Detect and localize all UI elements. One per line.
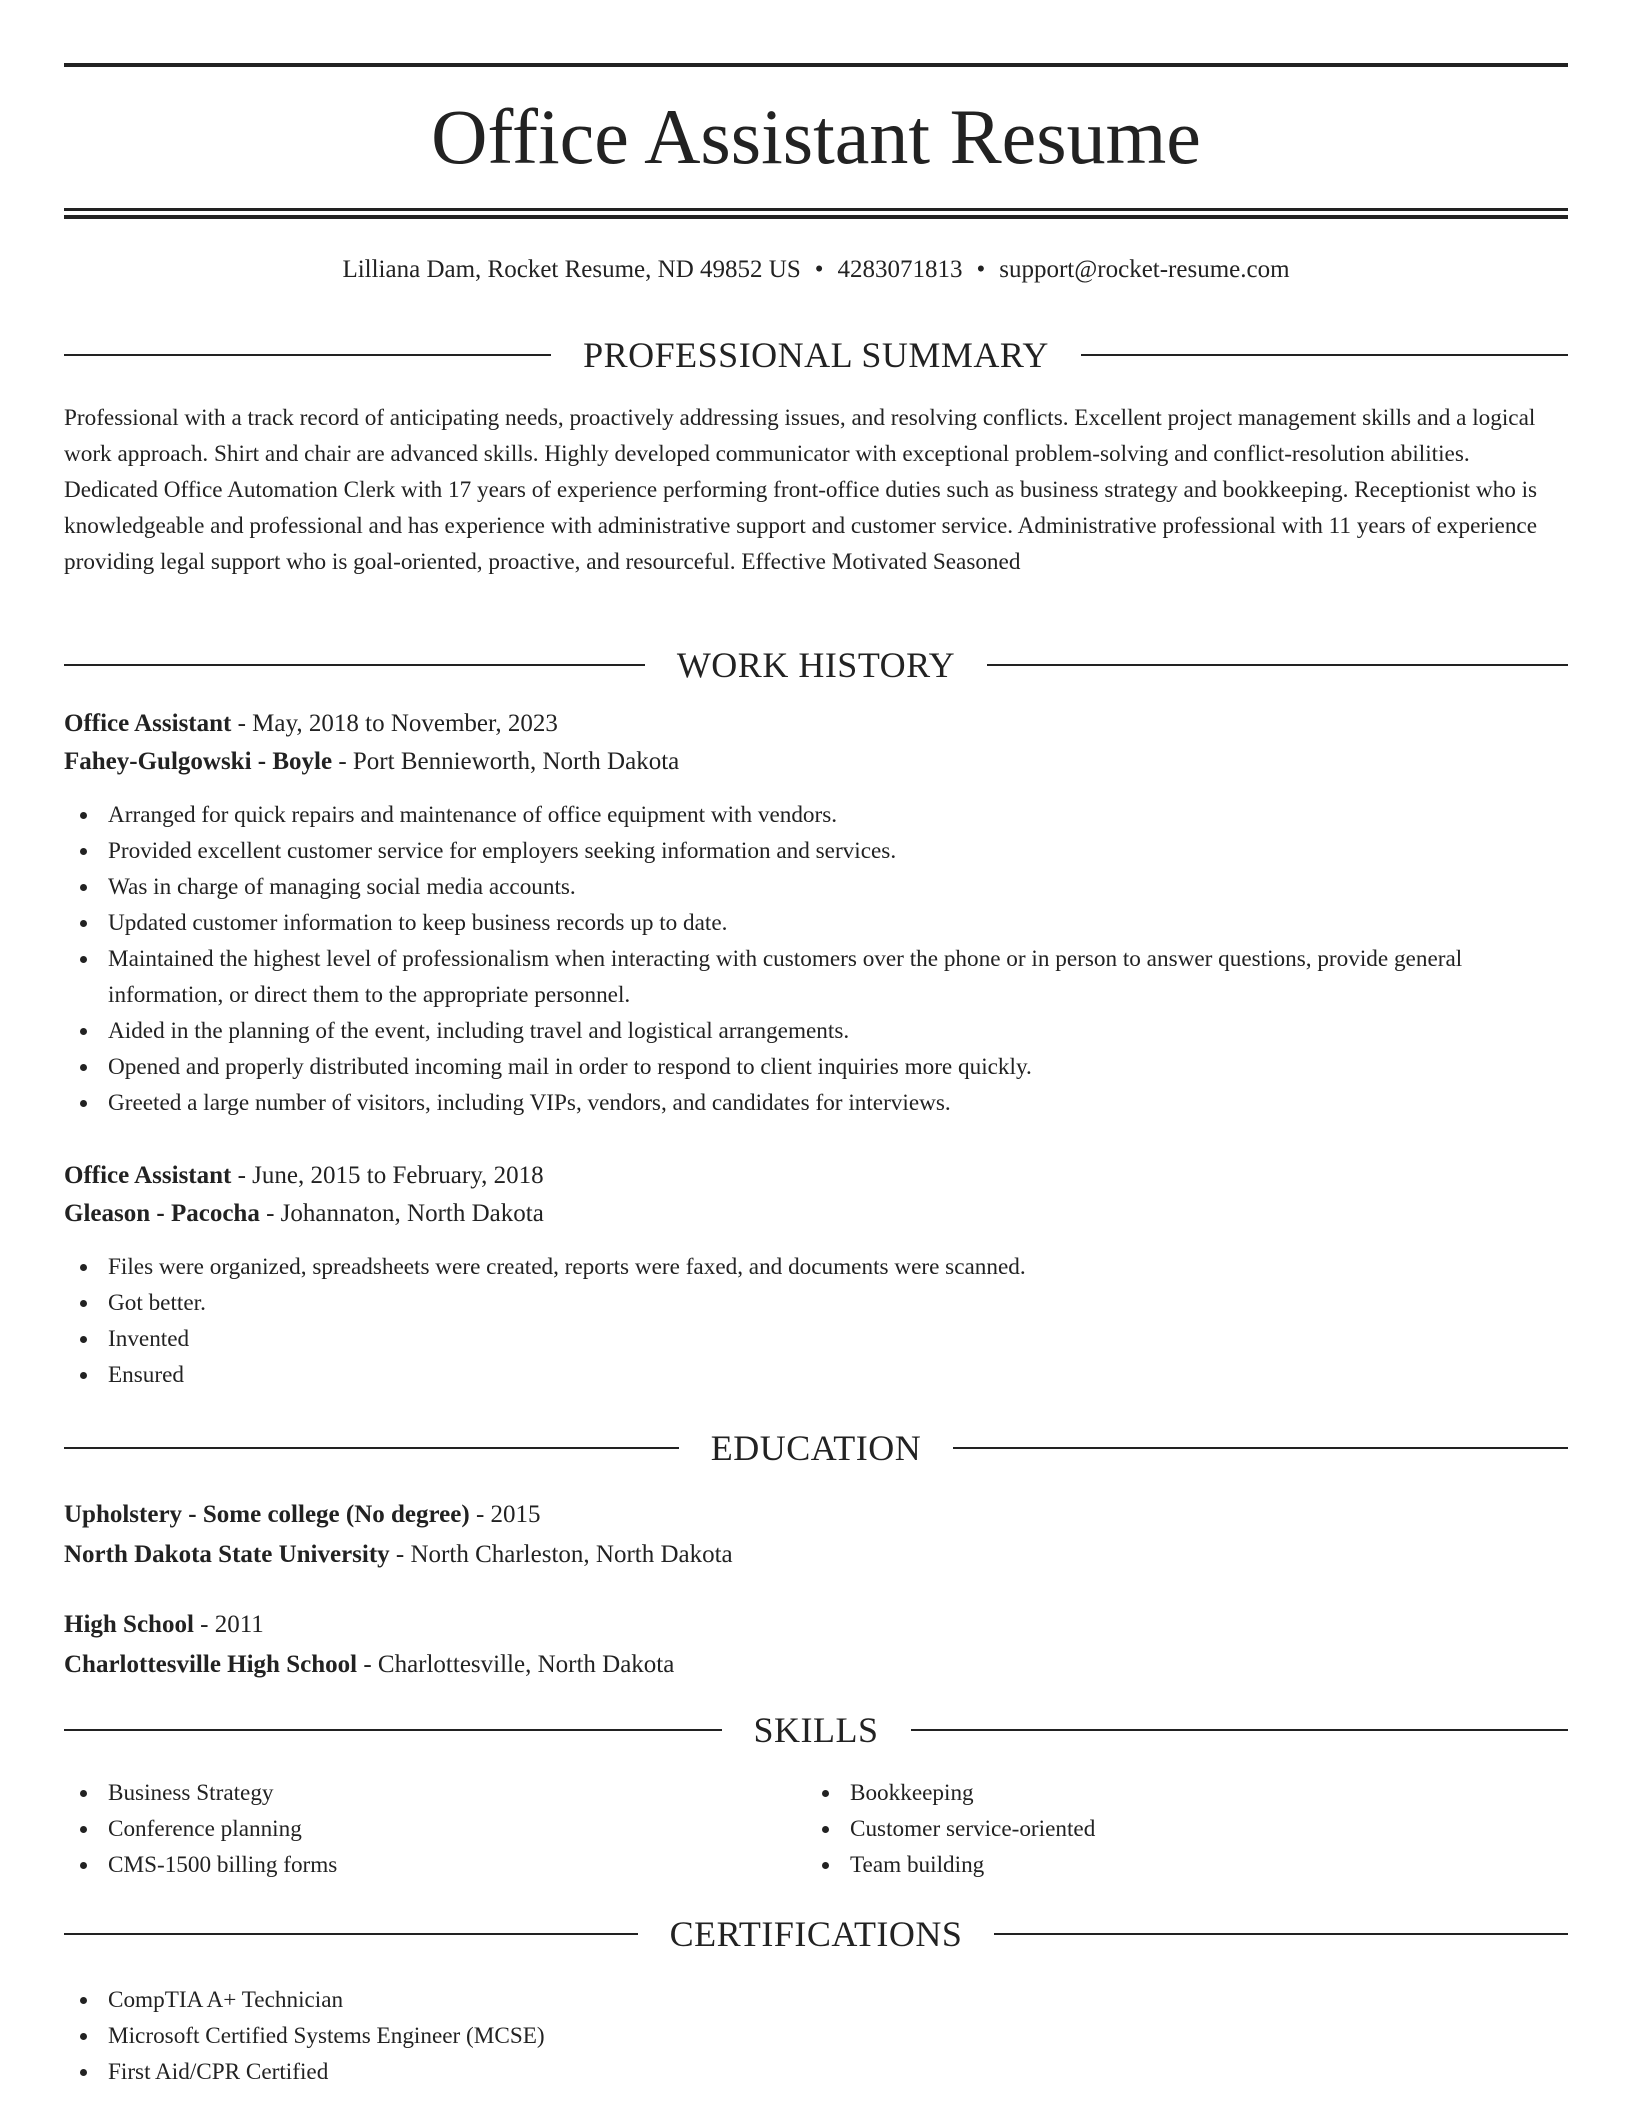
section-rule [953, 1447, 1568, 1449]
job-title-line [64, 1157, 1568, 1195]
education-year: - 2015 [469, 1501, 541, 1528]
section-title: SKILLS [753, 1710, 879, 1750]
list-item: Updated customer information to keep business records up to date. [64, 905, 1568, 941]
education-school: Charlottesville High School [64, 1651, 358, 1678]
education-location: - Charlottesville, North Dakota [357, 1651, 675, 1678]
list-item: Greeted a large number of visitors, including VIPs, vendors, and candidates for interviews. [64, 1085, 1568, 1121]
list-item: First Aid/CPR Certified [64, 2054, 1568, 2090]
job-bullets [64, 797, 1568, 1121]
job-dates: - June, 2015 to February, 2018 [231, 1162, 544, 1189]
section-rule [64, 1933, 638, 1935]
contact-address: Lilliana Dam, Rocket Resume, ND 49852 US [342, 256, 801, 283]
job-company-line [64, 1195, 1568, 1233]
list-item: Microsoft Certified Systems Engineer (MCSE) [64, 2018, 1568, 2054]
list-item: Files were organized, spreadsheets were created, reports were faxed, and documents were scanned. [64, 1249, 1568, 1285]
section-rule [64, 1447, 679, 1449]
list-item: Ensured [64, 1357, 1568, 1393]
job-dates: - May, 2018 to November, 2023 [231, 710, 558, 737]
list-item: Aided in the planning of the event, including travel and logistical arrangements. [64, 1013, 1568, 1049]
list-item: CMS-1500 billing forms [64, 1847, 764, 1883]
education-school: North Dakota State University [64, 1541, 390, 1568]
list-item: Opened and properly distributed incoming mail in order to respond to client inquiries more quickly. [64, 1049, 1568, 1085]
list-item: Business Strategy [64, 1775, 764, 1811]
list-item: CompTIA A+ Technician [64, 1982, 1568, 2018]
section-title: WORK HISTORY [676, 645, 956, 685]
list-item: Conference planning [64, 1811, 764, 1847]
section-header-education [64, 1426, 1568, 1470]
education-year: - 2011 [193, 1611, 264, 1638]
education-degree: Upholstery - Some college (No degree) [64, 1501, 470, 1528]
education-degree: High School [64, 1611, 194, 1638]
section-header-certifications [64, 1912, 1568, 1956]
list-item: Customer service-oriented [806, 1811, 1506, 1847]
education-school-line [64, 1536, 1568, 1574]
job-title: Office Assistant [64, 1162, 232, 1189]
certifications-list [64, 1982, 1568, 2090]
section-header-skills [64, 1708, 1568, 1752]
skills-column-left [64, 1775, 764, 1883]
section-rule [64, 664, 645, 666]
list-item: Maintained the highest level of professionalism when interacting with customers over the phone or in person to answer questions, provide general information, or direct them to the appropriate personnel. [64, 941, 1568, 1013]
job-entry [64, 705, 1568, 1121]
section-rule [64, 1729, 722, 1731]
section-rule [987, 664, 1568, 666]
list-item: Got better. [64, 1285, 1568, 1321]
section-rule [994, 1933, 1568, 1935]
section-title: CERTIFICATIONS [669, 1914, 963, 1954]
contact-line [64, 252, 1568, 288]
job-bullets [64, 1249, 1568, 1393]
education-degree-line [64, 1496, 1568, 1534]
skills-list [806, 1775, 1506, 1883]
education-entry [64, 1496, 1568, 1574]
certifications-block [64, 1982, 1568, 2090]
title-rule-lower [64, 215, 1568, 219]
job-location: - Johannaton, North Dakota [259, 1200, 544, 1227]
job-location: - Port Bennieworth, North Dakota [332, 748, 680, 775]
contact-separator: • [976, 256, 986, 283]
list-item: Was in charge of managing social media accounts. [64, 869, 1568, 905]
contact-email: support@rocket-resume.com [999, 256, 1290, 283]
job-title-line [64, 705, 1568, 743]
contact-separator: • [814, 256, 824, 283]
list-item: Bookkeeping [806, 1775, 1506, 1811]
job-company: Fahey-Gulgowski - Boyle [64, 748, 333, 775]
section-title: PROFESSIONAL SUMMARY [583, 335, 1049, 375]
summary-text: Professional with a track record of anticipating needs, proactively addressing issues, and resolving conflicts. Excellent project management skills and a logical work approach. Shirt and chair are advanced skills. Highly developed communicator with exceptional problem-solving and conflict-resolution abilities. Dedicated Office Automation Clerk with 17 years of experience performing front-office duties such as business strategy and bookkeeping. Receptionist who is knowledgeable and professional and has experience with administrative support and customer service. Administrative professional with 11 years of experience providing legal support who is goal-oriented, proactive, and resourceful. Effective Motivated Seasoned [64, 405, 1538, 575]
section-rule [64, 354, 551, 356]
skills-list [64, 1775, 764, 1883]
job-company-line [64, 743, 1568, 781]
section-rule [1081, 354, 1568, 356]
section-title: EDUCATION [710, 1428, 922, 1468]
section-header-work-history [64, 643, 1568, 687]
list-item: Provided excellent customer service for employers seeking information and services. [64, 833, 1568, 869]
skills-column-right [806, 1775, 1506, 1883]
job-company: Gleason - Pacocha [64, 1200, 260, 1227]
list-item: Invented [64, 1321, 1568, 1357]
education-school-line [64, 1646, 1568, 1684]
list-item: Team building [806, 1847, 1506, 1883]
list-item: Arranged for quick repairs and maintenance of office equipment with vendors. [64, 797, 1568, 833]
education-degree-line [64, 1606, 1568, 1644]
education-location: - North Charleston, North Dakota [389, 1541, 733, 1568]
job-entry [64, 1157, 1568, 1393]
contact-phone: 4283071813 [837, 256, 963, 283]
top-rule [64, 63, 1568, 67]
resume-title: Office Assistant Resume [431, 93, 1201, 180]
title-rule-upper [64, 208, 1568, 211]
section-header-summary [64, 333, 1568, 377]
section-rule [911, 1729, 1569, 1731]
education-entry [64, 1606, 1568, 1684]
job-title: Office Assistant [64, 710, 232, 737]
